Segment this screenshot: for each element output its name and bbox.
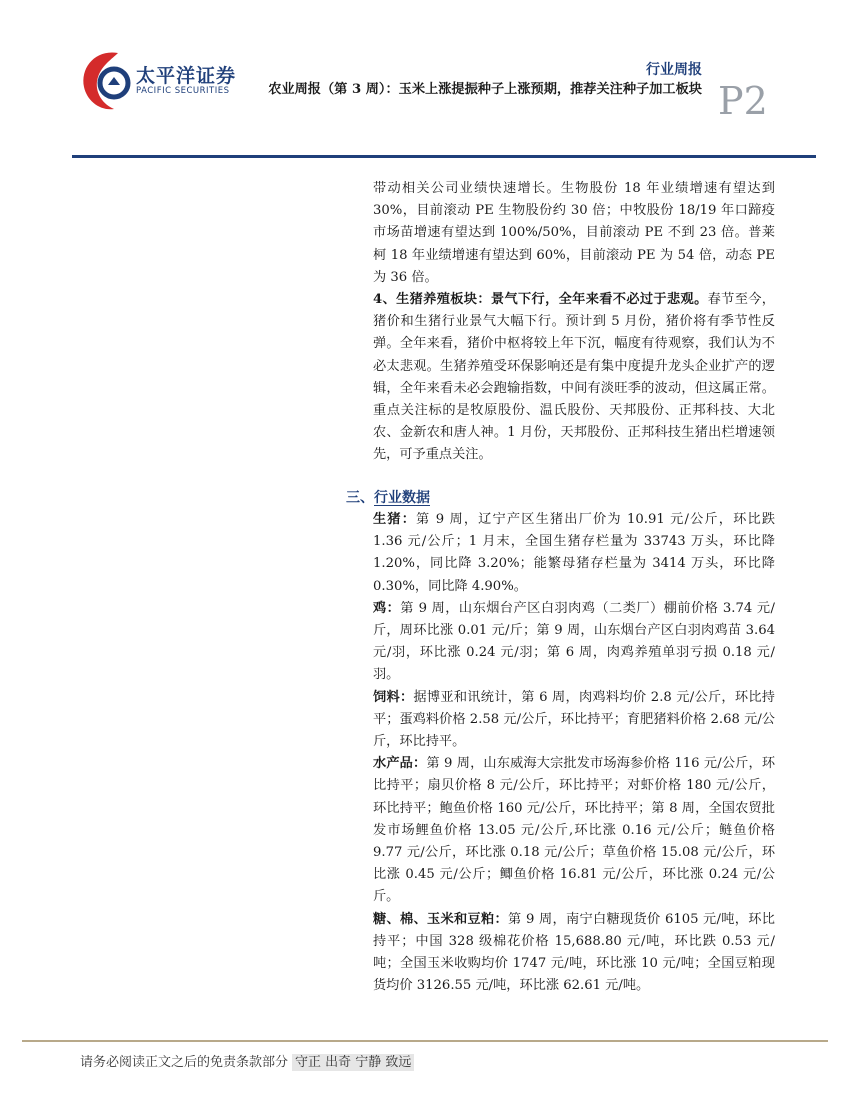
data-item-label: 糖、棉、玉米和豆粕：: [373, 911, 509, 927]
footer: [80, 1051, 414, 1070]
footer-divider: [22, 1040, 828, 1042]
section-title: 行业数据: [374, 490, 430, 506]
data-item-text: 第 9 周，山东烟台产区白羽肉鸡（二类厂）棚前价格 3.74 元/斤，周环比涨 0.01 元/斤；第 9 周，山东烟台产区白羽肉鸡苗 3.64 元/羽，环比涨 0.24 元/羽；第 6 周，肉鸡养殖单羽亏损 0.18 元/羽。: [373, 600, 775, 683]
footer-disclaimer: 请务必阅读正文之后的免责条款部分: [80, 1055, 289, 1070]
data-item-label: 水产品：: [373, 756, 427, 772]
pig-sector-paragraph: [373, 289, 775, 467]
industry-data-list: [373, 509, 775, 997]
intro-paragraph: 带动相关公司业绩快速增长。生物股份 18 年业绩增速有望达到 30%，目前滚动 PE 生物股份约 30 倍；中牧股份 18/19 年口蹄疫市场苗增速有望达到 100%/50%，目前滚动 PE 不到 23 倍。普莱柯 18 年业绩增速有望达到 60%，目前滚动 PE 为 54 倍，动态 PE 为 36 倍。: [373, 181, 775, 285]
header-divider: [72, 155, 816, 158]
data-item-pig: [373, 509, 775, 598]
pig-sector-text: 春节至今，猪价和生猪行业景气大幅下行。预计到 5 月份，猪价将有季节性反弹。全年来看，猪价中枢将较上年下沉，幅度有待观察，我们认为不必太悲观。生猪养殖受环保影响还是有集中度提升龙头企业扩产的逻辑，全年来看未必会跑输指数，中间有淡旺季的波动，但这属正常。重点关注标的是牧原股份、温氏股份、天邦股份、正邦科技、大北农、金新农和唐人神。1 月份，天邦股份、正邦科技生猪出栏增速领先，可予重点关注。: [373, 292, 775, 463]
data-item-text: 第 9 周，山东威海大宗批发市场海参价格 116 元/公斤，环比持平；扇贝价格 8 元/公斤，环比持平；对虾价格 180 元/公斤，环比持平；鲍鱼价格 160 元/公斤，环比持平；第 8 周，全国农贸批发市场鲤鱼价格 13.05 元/公斤,环比涨 0.16 元/公斤；鲢鱼价格 9.77 元/公斤，环比涨 0.18 元/公斤；草鱼价格 15.08 元/公斤，环比涨 0.45 元/公斤；鲫鱼价格 16.81 元/公斤，环比涨 0.24 元/公斤。: [373, 756, 776, 905]
data-item-aquatic: [373, 753, 775, 908]
section-heading-industry-data: [346, 487, 430, 507]
data-item-feed: [373, 687, 775, 754]
upper-body: [373, 178, 775, 467]
report-type-label: 行业周报: [646, 62, 702, 78]
data-item-label: 饲料：: [373, 689, 414, 705]
data-item-label: 鸡：: [373, 600, 401, 616]
footer-motto: 守正 出奇 宁静 致远: [292, 1054, 414, 1071]
logo-name-en: PACIFIC SECURITIES: [136, 86, 230, 96]
pacific-securities-logo-icon: [78, 45, 134, 115]
report-title: 农业周报（第 3 周）：玉米上涨提振种子上涨预期，推荐关注种子加工板块: [268, 82, 702, 97]
data-item-text: 据博亚和讯统计，第 6 周，肉鸡料均价 2.8 元/公斤，环比持平；蛋鸡料价格 2.58 元/公斤，环比持平；育肥猪料价格 2.68 元/公斤，环比持平。: [373, 689, 775, 750]
section-number: 三、: [346, 490, 374, 506]
data-item-label: 生猪：: [373, 512, 417, 527]
data-item-chicken: [373, 598, 775, 687]
data-item-text: 第 9 周，辽宁产区生猪出厂价为 10.91 元/公斤，环比跌 1.36 元/公斤；1 月末，全国生猪存栏量为 33743 万头，环比降 1.20%，同比降 3.20%；能繁母猪存栏量为 3414 万头，环比降 0.30%，同比降 4.90%。: [373, 512, 775, 594]
data-item-commodities: [373, 909, 775, 998]
pig-sector-heading: 4、生猪养殖板块：景气下行，全年来看不必过于悲观。: [373, 292, 708, 308]
data-item-text: 第 9 周，南宁白糖现货价 6105 元/吨，环比持平；中国 328 级棉花价格 15,688.80 元/吨，环比跌 0.53 元/吨；全国玉米收购均价 1747 元/吨，环比涨 10 元/吨；全国豆粕现货均价 3126.55 元/吨，环比涨 62.61 元/吨。: [373, 911, 775, 994]
company-logo: [78, 45, 248, 115]
logo-name-cn: 太平洋证券: [136, 65, 237, 87]
page-number: P2: [718, 79, 768, 123]
